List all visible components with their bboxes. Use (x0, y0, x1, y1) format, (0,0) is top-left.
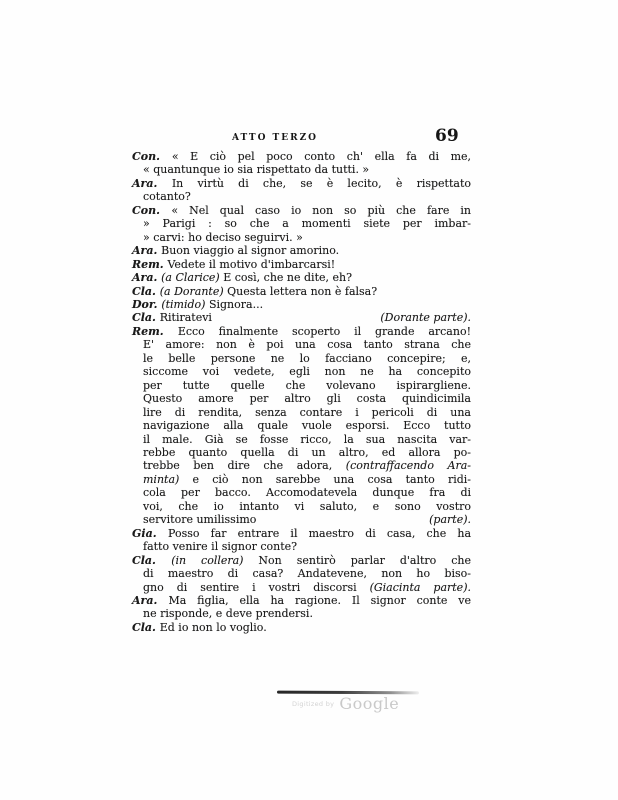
text-line (132, 500, 471, 513)
stage-direction: (Giacinta parte). (369, 580, 471, 594)
speaker-label: Ara. (132, 244, 162, 258)
text-line (132, 258, 471, 271)
dialogue-text: Posso far entrare il maestro di casa, che ha (168, 526, 472, 540)
dialogue-text: il male. Già se fosse ricco, la sua nascita var- (143, 432, 471, 446)
stage-direction: minta) (143, 472, 180, 486)
text-line (132, 163, 471, 176)
dialogue-text: E' amore: non è poi una cosa tanto strana che (143, 338, 471, 352)
stage-direction: (Dorante parte). (380, 311, 471, 325)
line-left-part (132, 311, 212, 324)
text-line (132, 473, 471, 486)
text-line (132, 150, 471, 163)
stage-direction: (a Clarice) (161, 271, 220, 285)
text-line (132, 594, 471, 607)
dialogue-text: lire di rendita, senza contare i pericoli di una (143, 405, 471, 419)
text-line (132, 540, 471, 553)
dialogue-text: servitore umilissimo (143, 513, 257, 527)
stage-direction: (timido) (161, 297, 206, 311)
dialogue-text: trebbe ben dire che adora, (143, 459, 346, 473)
text-line (132, 177, 471, 190)
dialogue-text: gno di sentire i vostri discorsi (143, 580, 370, 594)
dialogue-text: siccome voi vedete, egli non ne ha concepito (143, 365, 471, 379)
text-line (132, 311, 471, 324)
digitized-by-google-watermark (292, 694, 399, 713)
dialogue-text: Non sentirò parlar d'altro che (243, 553, 471, 567)
stage-direction: (parte). (429, 513, 471, 527)
dialogue-text: e ciò non sarebbe una cosa tanto ridi- (179, 472, 471, 486)
speaker-label: Con. (132, 203, 172, 217)
dialogue-text: Signora... (205, 297, 264, 311)
text-line (132, 231, 471, 244)
speaker-label: Ara. (132, 271, 162, 285)
text-line (132, 607, 471, 620)
speaker-label: Rem. (132, 257, 168, 271)
text-line (132, 271, 471, 284)
dialogue-text: cola per bacco. Accomodatevela dunque fra di (143, 486, 471, 500)
text-line (132, 527, 471, 540)
text-line (132, 567, 471, 580)
dialogue-text: Vedete il motivo d'imbarcarsi! (167, 257, 336, 271)
speaker-label: Gia. (132, 526, 169, 540)
text-line (132, 581, 471, 594)
line-left-part (143, 513, 256, 526)
dialogue-text: Questo amore per altro gli costa quindicimila (143, 392, 471, 406)
dialogue-text: voi, che io intanto vi saluto, e sono vostro (143, 499, 471, 513)
text-line (132, 204, 471, 217)
speaker-label: Cla. (132, 311, 160, 325)
text-line (132, 325, 471, 338)
text-line (132, 244, 471, 257)
dialogue-text: navigazione alla quale vuole esporsi. Ecco tutto (143, 419, 471, 433)
speaker-label: Ara. (132, 176, 172, 190)
text-line (132, 298, 471, 311)
speaker-label: Cla. (132, 553, 172, 567)
dialogue-text: cotanto? (143, 190, 191, 204)
dialogue-text: Ritiratevi (159, 311, 212, 325)
text-line (132, 338, 471, 351)
line-right-part (380, 311, 471, 324)
dialogue-text: le belle persone ne lo facciano concepire; e, (143, 351, 471, 365)
text-line (132, 419, 471, 432)
dialogue-text: » carvi: ho deciso seguirvi. » (143, 230, 303, 244)
text-line (132, 365, 471, 378)
dialogue-text: di maestro di casa? Andatevene, non ho biso- (143, 567, 471, 581)
text-line (132, 513, 471, 526)
stage-direction: (contraffacendo Ara- (345, 459, 471, 473)
text-line (132, 406, 471, 419)
dialogue-text: fatto venire il signor conte? (143, 540, 298, 554)
dialogue-text: Ma figlia, ella ha ragione. Il signor conte ve (168, 593, 471, 607)
dialogue-text: » Parigi : so che a momenti siete per imbar- (143, 217, 471, 231)
text-line (132, 379, 471, 392)
page-number: 69 (435, 126, 459, 146)
text-line (132, 190, 471, 203)
dialogue-text: Ecco finalmente scoperto il grande arcano! (177, 324, 471, 338)
stage-direction: (a Dorante) (159, 284, 224, 298)
dialogue-text: ne risponde, e deve prendersi. (143, 607, 313, 621)
dialogue-text: « Nel qual caso io non so più che fare in (171, 203, 472, 217)
stage-direction: (in collera) (171, 553, 244, 567)
dialogue-text: rebbe quanto quella di un altro, ed allora po- (143, 445, 471, 459)
speaker-label: Ara. (132, 593, 169, 607)
text-line (132, 554, 471, 567)
speaker-label: Dor. (132, 297, 162, 311)
text-line (132, 352, 471, 365)
text-line (132, 486, 471, 499)
dialogue-text: Ed io non lo voglio. (159, 620, 267, 634)
running-header-title: ATTO TERZO (232, 133, 318, 143)
google-logo-text: Google (339, 694, 400, 713)
dialogue-text: Questa lettera non è falsa? (223, 284, 378, 298)
text-line (132, 459, 471, 472)
text-block (132, 150, 471, 634)
text-line (132, 446, 471, 459)
speaker-label: Rem. (132, 324, 178, 338)
dialogue-text: Buon viaggio al signor amorino. (161, 244, 340, 258)
speaker-label: Con. (132, 150, 172, 163)
watermark-prefix-text: Digitized by (292, 700, 335, 708)
dialogue-text: « quantunque io sia rispettato da tutti. » (143, 163, 370, 177)
text-line (132, 285, 471, 298)
text-line (132, 433, 471, 446)
speaker-label: Cla. (132, 284, 160, 298)
dialogue-text: E così, che ne dite, eh? (219, 271, 352, 285)
text-line (132, 217, 471, 230)
speaker-label: Cla. (132, 620, 160, 634)
dialogue-text: In virtù di che, se è lecito, è rispettato (171, 176, 471, 190)
line-right-part (429, 513, 471, 526)
text-line (132, 621, 471, 634)
text-line (132, 392, 471, 405)
dialogue-text: « E ciò pel poco conto ch' ella fa di me, (171, 150, 472, 163)
dialogue-text: per tutte quelle che volevano ispirargliene. (143, 378, 471, 392)
